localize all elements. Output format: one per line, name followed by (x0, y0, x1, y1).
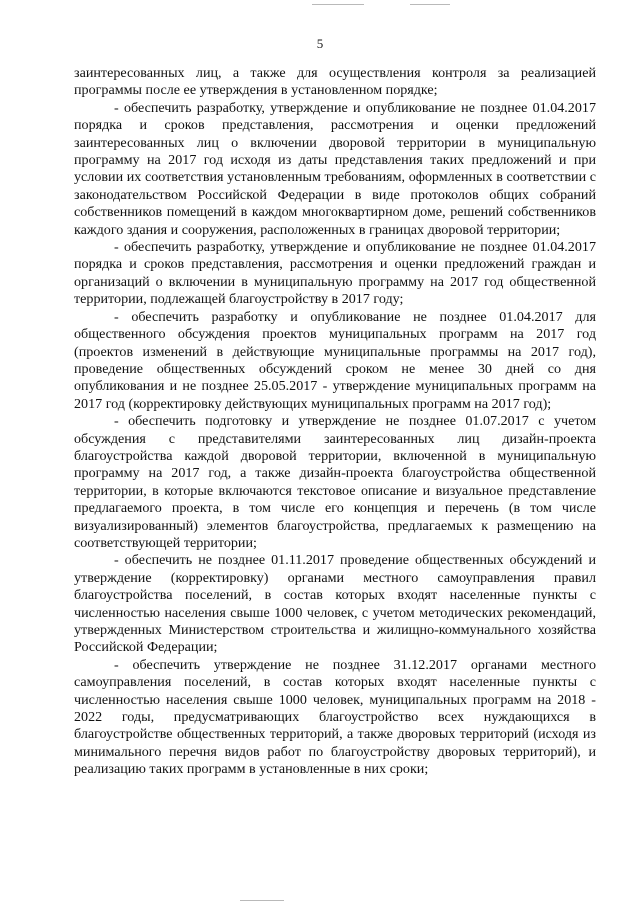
paragraph-programs-2018-2022: - обеспечить утверждение не позднее 31.12.2017 органами местного самоуправления поселений, в состав которых входят населенные пункты с численностью населения свыше 1000 человек, муниципальных программ на 2018 - 2022 годы, предусматривающих благоустройство всех нуждающихся в благоустройстве общественных территорий, а также дворовых территорий (исходя из минимального перечня видов работ по благоустройству дворовых территорий), и реализацию таких программ в установленные в них сроки; (74, 656, 596, 778)
paragraph-yard-proposals-procedure: - обеспечить разработку, утверждение и опубликование не позднее 01.04.2017 порядка и сроков представления, рассмотрения и оценки предложений заинтересованных лиц о включении дворовой территории в муниципальную программу на 2017 год исходя из даты представления таких предложений и при условии их соответствия установленным требованиям, оформленных в соответствии с законодательством Российской Федерации в виде протоколов общих собраний собственников помещений в каждом многоквартирном доме, решений собственников каждого здания и сооружения, расположенных в границах дворовой территории; (74, 99, 596, 238)
page-number: 5 (316, 36, 324, 51)
document-body (74, 65, 596, 779)
paragraph-design-projects: - обеспечить подготовку и утверждение не позднее 01.07.2017 с учетом обсуждения с представителями заинтересованных лиц дизайн-проекта благоустройства каждой дворовой территории, включенной в муниципальную программу на 2017 год, а также дизайн-проекта благоустройства общественной территории, в которые включаются текстовое описание и визуальное представление предлагаемого проекта, в том числе его концепция и перечень (в том числе визуализированный) элементов благоустройства, предлагаемых к размещению на соответствующей территории; (74, 413, 596, 551)
paragraph-improvement-rules: - обеспечить не позднее 01.11.2017 проведение общественных обсуждений и утверждение (корректировку) органами местного самоуправления правил благоустройства поселений, в состав которых входят населенные пункты с численностью населения свыше 1000 человек, с учетом методических рекомендаций, утвержденных Министерством строительства и жилищно-коммунального хозяйства Российской Федерации; (74, 552, 596, 656)
paragraph-continuation: заинтересованных лиц, а также для осуществления контроля за реализацией программы после ее утверждения в установленном порядке; (74, 65, 596, 99)
scan-edge-mark (312, 4, 364, 5)
scan-edge-mark (240, 900, 284, 901)
paragraph-public-territory-proposals: - обеспечить разработку, утверждение и опубликование не позднее 01.04.2017 порядка и сроков представления, рассмотрения и оценки предложений граждан и организаций о включении в муниципальную программу на 2017 год общественной территории, подлежащей благоустройству в 2017 году; (74, 239, 596, 308)
scan-edge-mark (410, 4, 450, 5)
paragraph-public-discussion: - обеспечить разработку и опубликование не позднее 01.04.2017 для общественного обсуждения проектов муниципальных программ на 2017 год (проектов изменений в действующие муниципальные программы на 2017 год), проведение общественных обсуждений сроком не менее 30 дней со дня опубликования и не позднее 25.05.2017 - утверждение муниципальных программ на 2017 год (корректировку действующих муниципальных программ на 2017 год); (74, 308, 596, 412)
